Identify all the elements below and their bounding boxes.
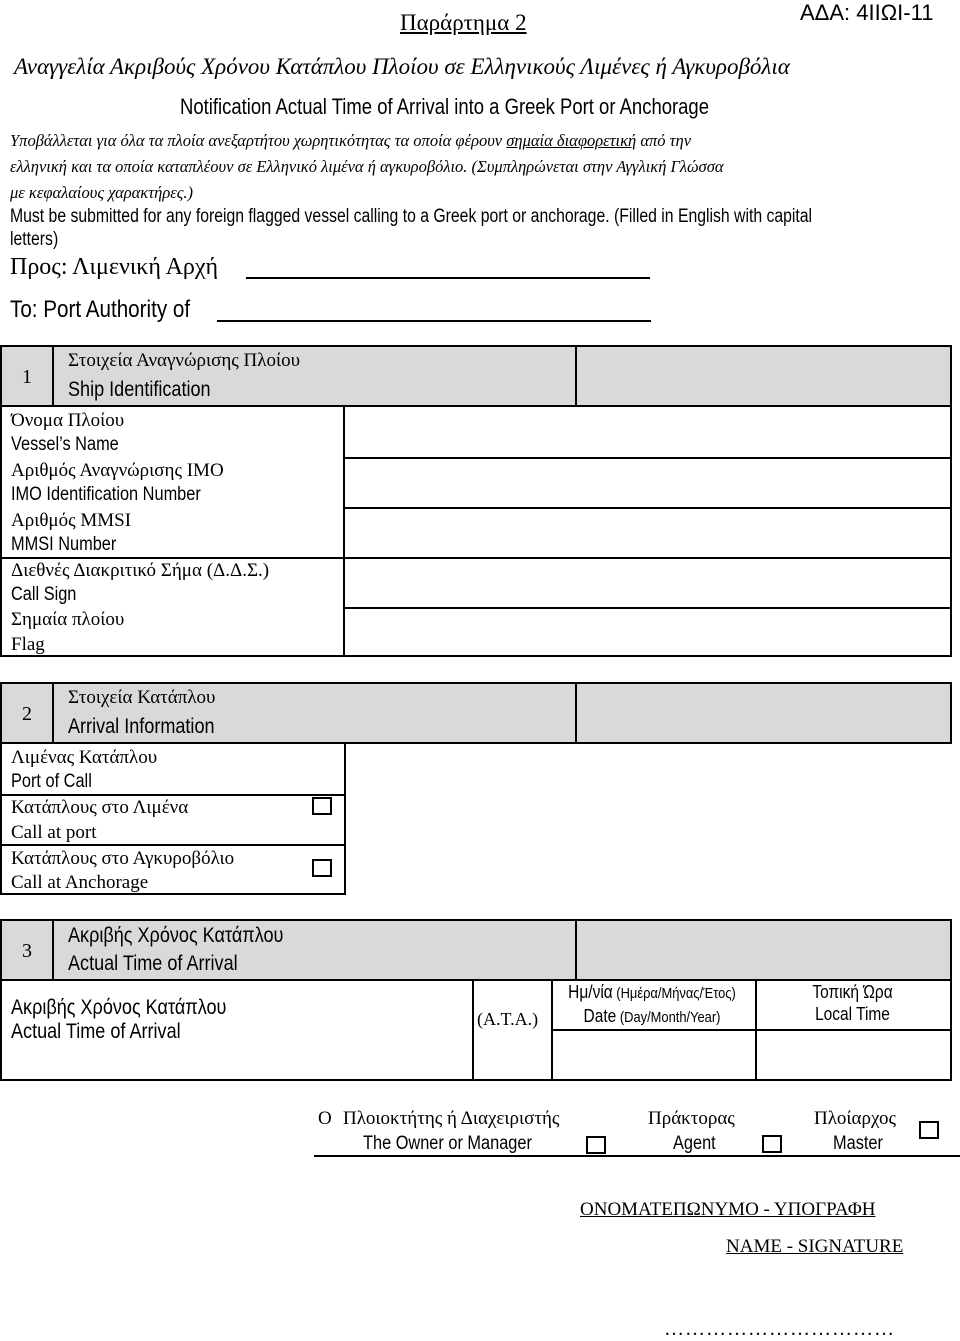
date-header-en: Date — [583, 1006, 617, 1026]
ada-code: ΑΔΑ: 4ΙΙΩΙ-11 — [800, 0, 934, 25]
intro-greek-line1 — [10, 131, 691, 151]
section2-title-greek: Στοιχεία Κατάπλου — [68, 687, 216, 708]
ata-label-en: Actual Time of Arrival — [11, 1020, 181, 1043]
master-label-gr: Πλοίαρχος — [814, 1108, 897, 1129]
mmsi-number-field[interactable] — [345, 508, 947, 554]
to-authority-greek: Προς: Λιμενική Αρχή — [10, 254, 219, 280]
signature-dotted-line[interactable]: …………………………… — [664, 1318, 895, 1340]
section1-number: 1 — [22, 366, 32, 388]
ata-field[interactable] — [472, 981, 549, 1077]
signature-title-en: NAME - SIGNATURE — [726, 1236, 904, 1257]
owner-label-en: The Owner or Manager — [363, 1133, 532, 1154]
vessel-name-label-en: Vessel’s Name — [11, 434, 119, 455]
call-at-anchorage-label-en: Call at Anchorage — [11, 872, 149, 893]
section2-number: 2 — [22, 703, 32, 725]
mmsi-number-label-en: MMSI Number — [11, 534, 117, 555]
call-at-anchorage-checkbox[interactable] — [312, 859, 332, 877]
to-authority-english-line[interactable] — [217, 320, 651, 322]
signature-title-gr: ΟΝΟΜΑΤΕΠΩΝΥΜΟ - ΥΠΟΓΡΑΦΗ — [580, 1199, 876, 1220]
section3-number: 3 — [22, 940, 32, 962]
intro-greek-underlined: σημαία διαφορετική — [506, 131, 637, 150]
section2-title-english: Arrival Information — [68, 715, 215, 738]
local-time-header-en: Local Time — [815, 1004, 890, 1024]
port-of-call-label-gr: Λιμένας Κατάπλου — [11, 747, 158, 768]
call-at-port-checkbox[interactable] — [312, 797, 332, 815]
flag-field[interactable] — [345, 608, 947, 654]
to-authority-greek-line[interactable] — [246, 277, 650, 279]
annex-title: Παράρτημα 2 — [400, 10, 527, 35]
agent-checkbox[interactable] — [762, 1135, 782, 1153]
owner-label-gr: Πλοιοκτήτης ή Διαχειριστής — [343, 1108, 560, 1129]
date-header-gr: Ημ/νία — [568, 982, 613, 1002]
vessel-name-field[interactable] — [345, 408, 947, 454]
ata-abbreviation: (Α.Τ.Α.) — [477, 1009, 539, 1029]
call-at-port-label-en: Call at port — [11, 822, 97, 843]
section2-header — [0, 682, 952, 744]
agent-label-gr: Πράκτορας — [648, 1108, 735, 1129]
call-sign-label-en: Call Sign — [11, 584, 77, 605]
local-time-header-gr: Τοπική Ώρα — [812, 982, 893, 1002]
mmsi-number-label-gr: Αριθμός MMSI — [11, 510, 132, 531]
to-authority-english: To: Port Authority of — [10, 296, 191, 323]
intro-greek-line3: με κεφαλαίους χαρακτήρες.) — [10, 183, 194, 202]
call-sign-label-gr: Διεθνές Διακριτικό Σήμα (Δ.Δ.Σ.) — [11, 560, 270, 581]
section1-title-english: Ship Identification — [68, 378, 211, 401]
intro-english-line1: Must be submitted for any foreign flagged vessel calling to a Greek port or anchorage. (Filled in English with capital — [10, 206, 813, 227]
form-title-greek: Αναγγελία Ακριβούς Χρόνου Κατάπλου Πλοίου σε Ελληνικούς Λιμένες ή Αγκυροβόλια — [14, 54, 790, 79]
intro-greek-part-b: από την — [636, 131, 692, 150]
signatory-underline — [314, 1155, 960, 1157]
imo-number-label-gr: Αριθμός Αναγνώρισης IMO — [11, 460, 224, 481]
form-title-english: Notification Actual Time of Arrival into a Greek Port or Anchorage — [180, 94, 709, 119]
call-at-port-label-gr: Κατάπλους στο Λιμένα — [11, 797, 189, 818]
date-column-header — [551, 981, 753, 1029]
intro-english-line2: letters) — [10, 229, 59, 250]
imo-number-field[interactable] — [345, 458, 947, 504]
section3-title-english: Actual Time of Arrival — [68, 952, 238, 975]
intro-greek-part-a: Υποβάλλεται για όλα τα πλοία ανεξαρτήτου χωρητικότητας τα οποία φέρουν — [10, 131, 507, 150]
flag-label-gr: Σημαία πλοίου — [11, 609, 125, 630]
ata-label-gr: Ακριβής Χρόνος Κατάπλου — [11, 996, 227, 1019]
signatory-o: Ο — [318, 1108, 332, 1129]
date-header-en-detail: (Day/Month/Year) — [616, 1009, 721, 1026]
local-time-column-header — [755, 981, 950, 1025]
imo-number-label-en: IMO Identification Number — [11, 484, 201, 505]
date-field[interactable] — [552, 1030, 752, 1077]
intro-greek-line2: ελληνική και τα οποία καταπλέουν σε Ελληνικό λιμένα ή αγκυροβόλιο. (Συμπληρώνεται στην Αγγλική Γλώσσα — [10, 157, 724, 176]
date-header-gr-detail: (Ημέρα/Μήνας/Έτος) — [612, 985, 736, 1002]
section3-header — [0, 919, 952, 981]
flag-label-en: Flag — [11, 634, 45, 655]
section1-title-greek: Στοιχεία Αναγνώρισης Πλοίου — [68, 350, 300, 371]
master-checkbox[interactable] — [919, 1121, 939, 1139]
port-of-call-field[interactable] — [346, 744, 950, 792]
call-at-anchorage-label-gr: Κατάπλους στο Αγκυροβόλιο — [11, 848, 235, 869]
local-time-field[interactable] — [756, 1030, 949, 1077]
agent-label-en: Agent — [673, 1133, 716, 1154]
call-sign-field[interactable] — [345, 558, 947, 604]
owner-checkbox[interactable] — [586, 1136, 606, 1154]
section3-title-greek: Ακριβής Χρόνος Κατάπλου — [68, 924, 284, 947]
port-of-call-label-en: Port of Call — [11, 771, 92, 792]
vessel-name-label-gr: Όνομα Πλοίου — [11, 410, 125, 431]
master-label-en: Master — [833, 1133, 883, 1154]
section1-header — [0, 345, 952, 407]
